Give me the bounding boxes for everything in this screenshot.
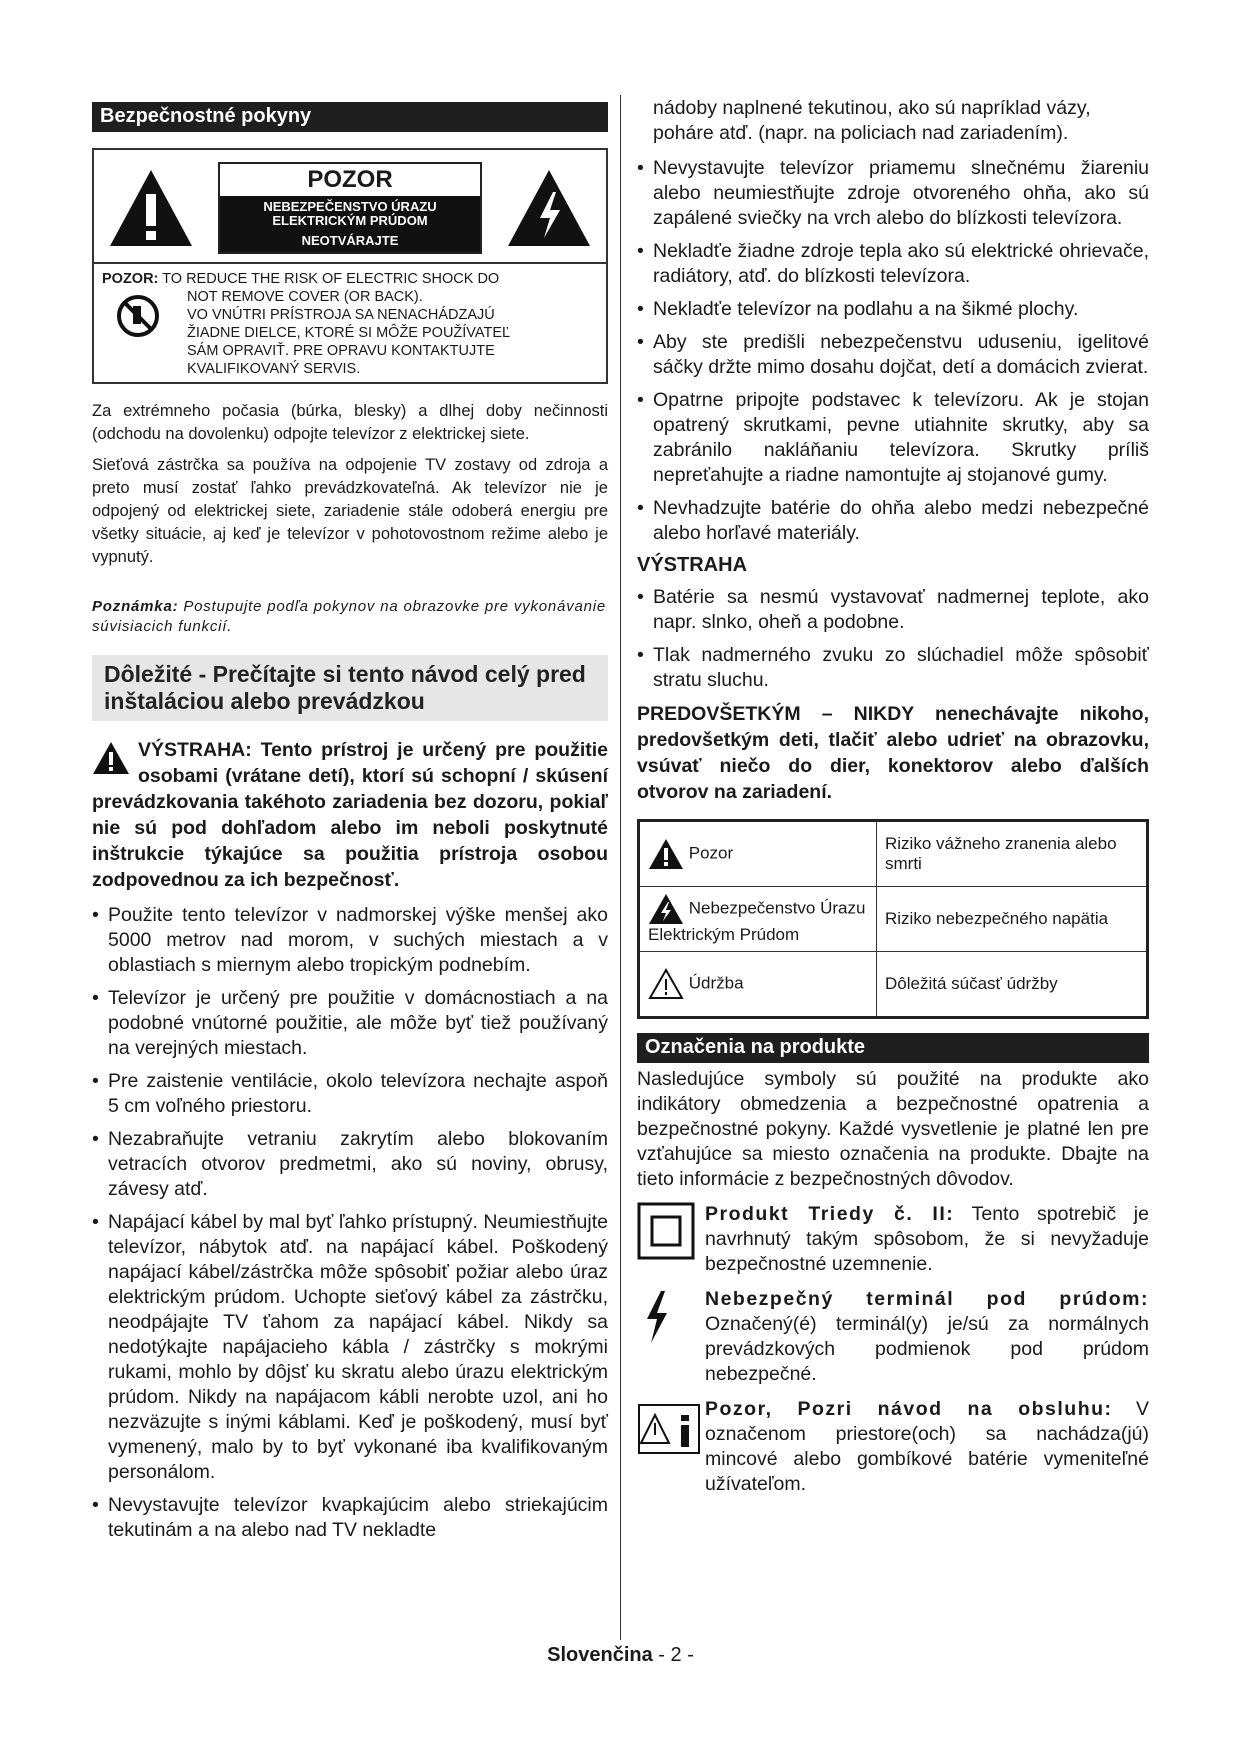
product-manual: Pozor, Pozri návod na obsluhu: V označenom priestore(och) sa nachádza(jú) mincové alebo gombíkové batérie vymeniteľné užívateľom. <box>637 1397 1149 1497</box>
electric-hazard-icon <box>506 166 592 250</box>
list-item: • Nekladťe televízor na podlahu a na šikmé plochy. <box>637 297 1149 322</box>
warning-triangle-icon <box>108 166 194 250</box>
right-column <box>637 96 1149 1497</box>
list-item: • Pre zaistenie ventilácie, okolo televízora nechajte aspoň 5 cm voľného priestoru. <box>92 1069 608 1119</box>
manual-warning-icon <box>637 1397 701 1457</box>
safety-header: Bezpečnostné pokyny <box>92 102 608 132</box>
lightning-icon <box>637 1287 677 1347</box>
warning-triangle-icon <box>648 838 684 870</box>
page-footer: Slovenčina - 2 - <box>547 1644 694 1666</box>
warning-paragraph: VÝSTRAHA: Tento prístroj je určený pre použitie osobami (vrátane detí), ktorí sú schopní / skúsení prevádzkovania takéhoto zariadenia bez dozoru, pokiaľ nie sú pod dohľadom alebo im neboli poskytnuté inštrukcie týkajúce sa použitia prístroja osobou zodpovednou za ich bezpečnosť. <box>92 739 608 891</box>
pozor-title: POZOR <box>307 166 393 193</box>
note: Poznámka: Postupujte podľa pokynov na obrazovke pre vykonávanie súvisiacich funkcií. <box>92 598 607 635</box>
warning-triangle-icon <box>92 741 130 775</box>
no-tools-icon <box>116 294 160 338</box>
screen-warning: PREDOVŠETKÝM – NIKDY nenechávajte nikoho, predovšetkým deti, tlačiť alebo udrieť na obrazovku, vsúvať niečo do dier, konektorov alebo ďalších otvorov na zariadení. <box>637 703 1149 803</box>
pozor-card <box>218 162 482 254</box>
list-item: • Napájací kábel by mal byť ľahko prístupný. Neumiestňujte televízor, nábytok atď. na napájací kábel. Poškodený napájací kábel/zástrčka môže spôsobiť požiar alebo úraz elektrickým prúdom. Uchopte sieťový kábel za zástrčku, neodpájajte TV ťahom za napájací kábel. Nikdy sa nedotýkajte napájacieho kábla / zástrčky s mokrými rukami, mohlo by dôjsť ku skratu alebo úrazu elektrickým prúdom. Nikdy na napájacom kábli nerobte uzol, ani ho nezväzujte s inými káblami. Keď je poškodený, musí byť vymenený, malo by to byť vykonané iba kvalifikovaným personálom. <box>92 1210 608 1485</box>
plug-paragraph: Sieťová zástrčka sa používa na odpojenie TV zostavy od zdroja a preto musí zostať ľahko prevádzkovateľná. Ak televízor nie je odpojený od elektrickej siete, zariadenie stále odoberá energiu pre všetky situácie, aj keď je televízor v pohotovostnom režime alebo je vypnutý. <box>92 456 608 566</box>
list-item: • Použite tento televízor v nadmorskej výške menšej ako 5000 metrov nad morom, v suchých miestach a v oblastiach s miernym alebo tropickým podnebím. <box>92 903 608 978</box>
list-item: • Nevystavujte televízor priamemu slnečnému žiareniu alebo neumiestňujte zdroje otvoreného ohňa, ako sú zapálené sviečky na vrch alebo do blízkosti televízora. <box>637 156 1149 231</box>
product-class-ii: Produkt Triedy č. II: Tento spotrebič je navrhnutý takým spôsobom, že si nevyžaduje bezpečnostné uzemnenie. <box>637 1202 1149 1277</box>
symbol-table <box>637 819 1149 1019</box>
table-row: Nebezpečenstvo Úrazu Elektrickým Prúdom Riziko nebezpečného napätia <box>639 887 1148 952</box>
list-item: • Tlak nadmerného zvuku zo slúchadiel môže spôsobiť stratu sluchu. <box>637 643 1149 693</box>
pozor-subtitle: NEBEZPEČENSTVO ÚRAZU ELEKTRICKÝM PRÚDOM NEOTVÁRAJTE <box>220 196 480 252</box>
important-banner: Dôležité - Prečítajte si tento návod celý pred inštaláciou alebo prevádzkou <box>92 655 608 721</box>
product-live-terminal: Nebezpečný terminál pod prúdom: Označený(é) terminál(y) je/sú za normálnych prevádzkových podmienok pod prúdom nebezpečné. <box>637 1287 1149 1387</box>
markings-header: Označenia na produkte <box>637 1033 1149 1063</box>
right-bullet-list <box>637 156 1149 546</box>
double-square-icon <box>637 1202 695 1260</box>
list-item: • Opatrne pripojte podstavec k televízoru. Ak je stojan opatrený skrutkami, pevne utiahnite skrutky, aby sa zabránilo nakláňaniu televízora. Skrutky príliš nepreťahujte a riadne namontujte aj stojanové gumy. <box>637 388 1149 488</box>
list-item: • Televízor je určený pre použitie v domácnostiach a na podobné vnútorné použitie, ale môže byť tiež používaný na verejných miestach. <box>92 986 608 1061</box>
list-item: • Nezabraňujte vetraniu zakrytím alebo blokovaním vetracích otvorov predmetmi, ako sú noviny, obrusy, závesy atď. <box>92 1127 608 1202</box>
continuation-text: nádoby naplnené tekutinou, ako sú napríklad vázy, poháre atď. (napr. na policiach nad zariadením). <box>653 97 1091 144</box>
warning-heading: VÝSTRAHA <box>637 554 748 576</box>
caution-box <box>92 148 608 384</box>
list-item: • Aby ste predišli nebezpečenstvu uduseniu, igelitové sáčky držte mimo dosahu dojčat, detí a domácich zvierat. <box>637 330 1149 380</box>
caution-text: POZOR: TO REDUCE THE RISK OF ELECTRIC SHOCK DO NOT REMOVE COVER (OR BACK). VO VNÚTRI PRÍSTROJA SA NENACHÁDZAJÚ ŽIADNE DIELCE, KTORÉ SI MÔŽE POUŽÍVATEĽ SÁM OPRAVIŤ. PRE OPRAVU KONTAKTUJTE KVALIFIKOVANÝ SERVIS. <box>94 262 606 382</box>
battery-bullet-list <box>637 585 1149 693</box>
markings-intro: Nasledujúce symboly sú použité na produkte ako indikátory obmedzenia a bezpečnostné opatrenia a bezpečnostné pokyny. Každé vysvetlenie je platné len pre vzťahujúce sa miesto označenia na produkte. Dbajte na tieto informácie z bezpečnostných dôvodov. <box>637 1068 1149 1190</box>
electric-hazard-icon <box>648 893 684 925</box>
list-item: • Nevhadzujte batérie do ohňa alebo medzi nebezpečné alebo horľavé materiály. <box>637 496 1149 546</box>
weather-paragraph: Za extrémneho počasia (búrka, blesky) a dlhej doby nečinnosti (odchodu na dovolenku) odpojte televízor z elektrickej siete. <box>92 402 608 443</box>
table-row: Pozor Riziko vážneho zranenia alebo smrti <box>639 821 1148 887</box>
list-item: • Batérie sa nesmú vystavovať nadmernej teplote, ako napr. slnko, oheň a podobne. <box>637 585 1149 635</box>
caution-outline-icon <box>648 968 684 1000</box>
list-item: • Nekladťe žiadne zdroje tepla ako sú elektrické ohrievače, radiátory, atď. do blízkosti televízora. <box>637 239 1149 289</box>
left-bullet-list <box>92 903 608 1543</box>
left-column <box>92 102 608 1551</box>
column-divider <box>620 95 621 1640</box>
table-row: Údržba Dôležitá súčasť údržby <box>639 952 1148 1018</box>
list-item: • Nevystavujte televízor kvapkajúcim alebo striekajúcim tekutinám a na alebo nad TV nekladte <box>92 1493 608 1543</box>
